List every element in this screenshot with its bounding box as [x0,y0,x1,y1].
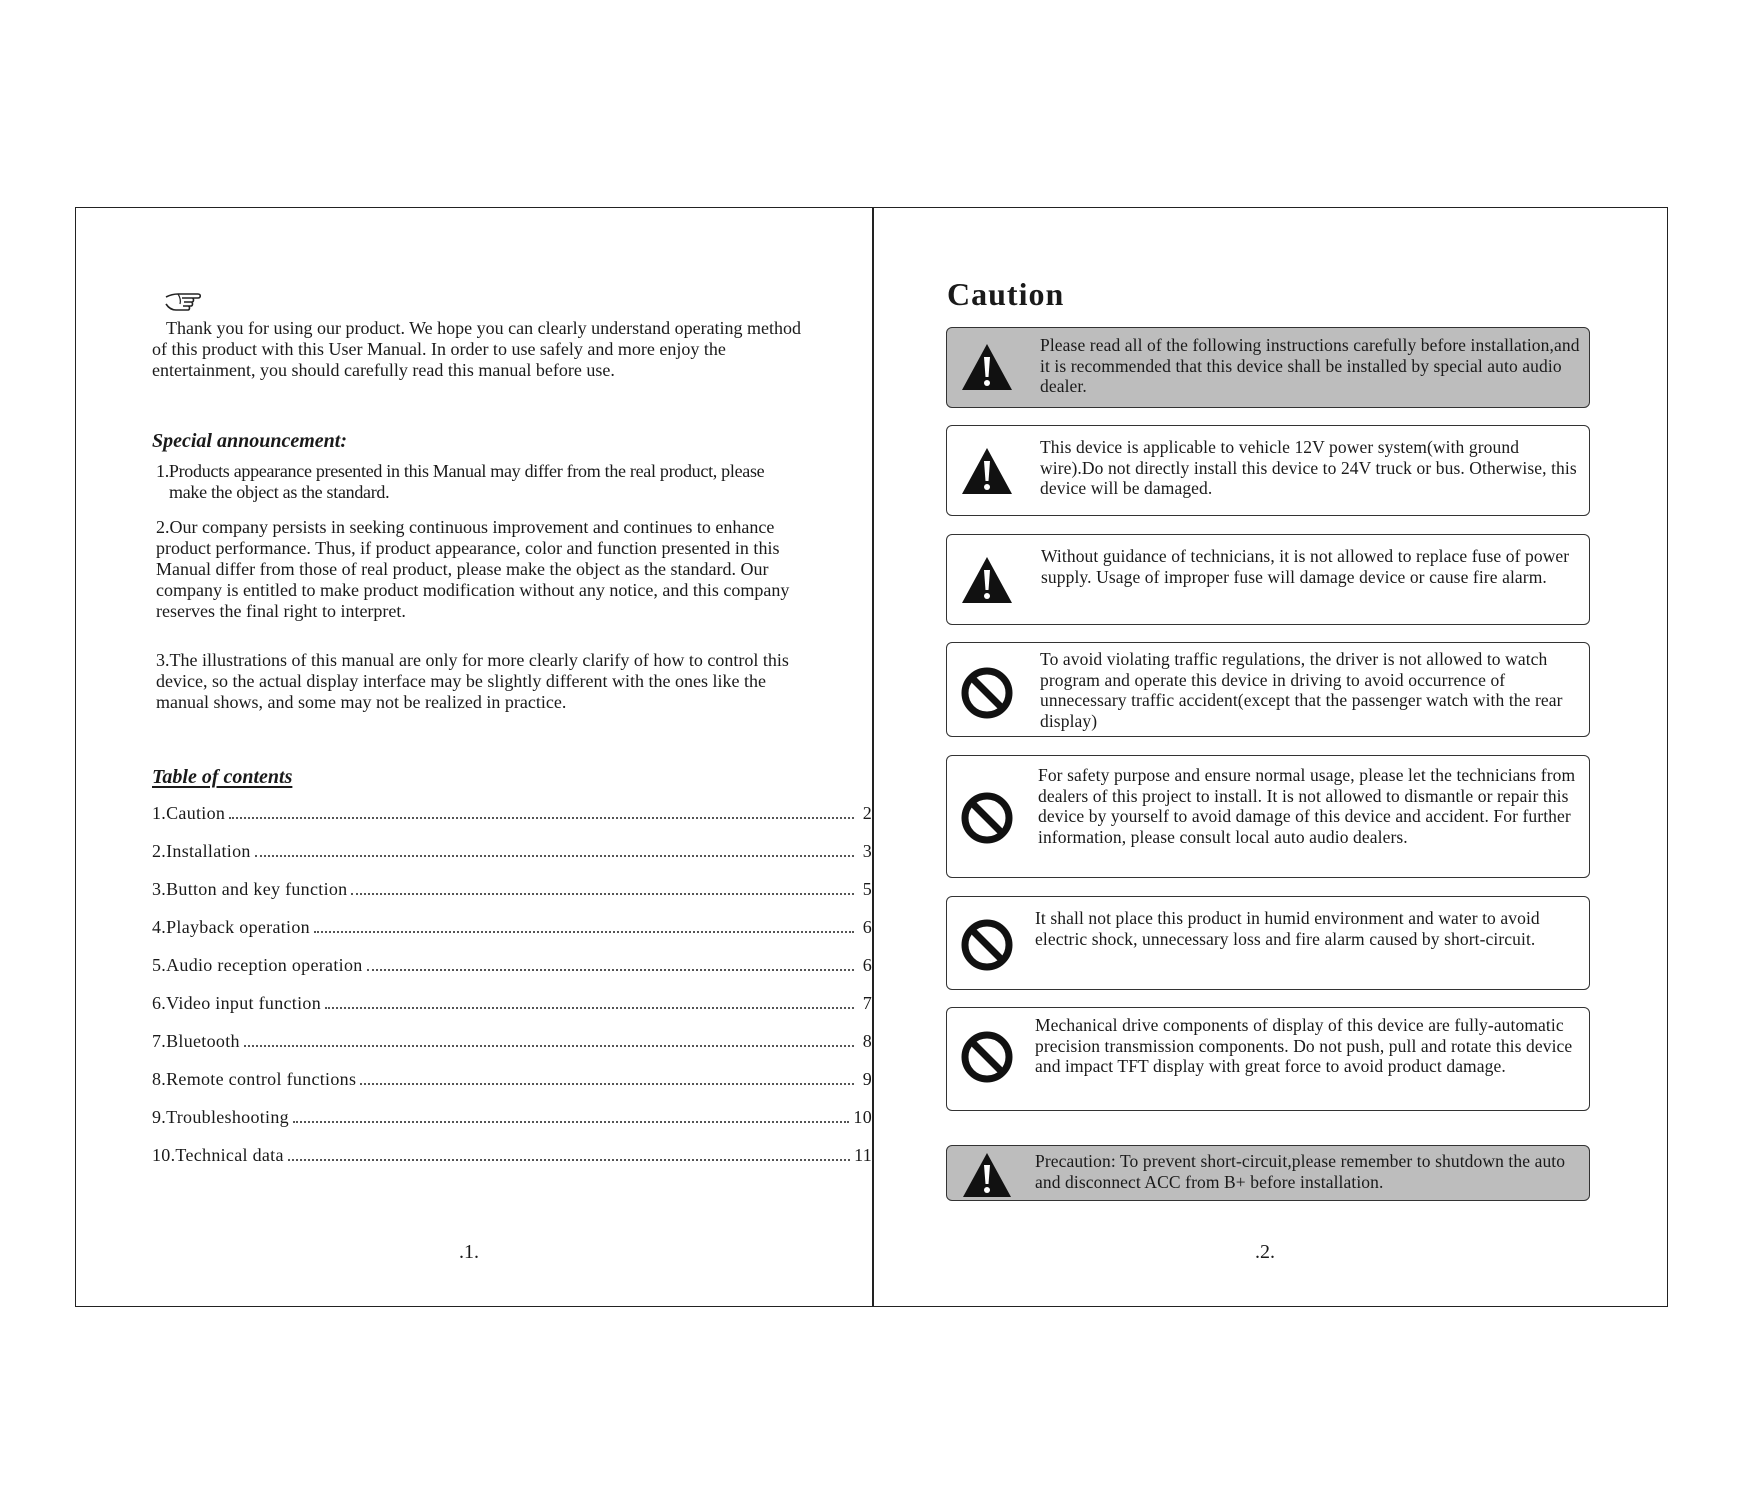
warning-triangle-icon [959,1147,1015,1203]
precaution-notice [946,1145,1590,1201]
toc-leader [244,1029,854,1047]
toc-label: 6.Video input function [152,993,321,1013]
toc-page: 6 [862,955,872,975]
toc-row[interactable] [152,1105,872,1129]
toc-row[interactable] [152,953,872,977]
toc-label: 5.Audio reception operation [152,955,363,975]
toc-leader [293,1105,849,1123]
notice-text: This device is applicable to vehicle 12V power system(with ground wire).Do not directly install this device to 24V truck or bus. Otherwise, this device will be damaged. [1040,437,1577,498]
prohibition-icon [959,917,1015,973]
toc-page: 8 [862,1031,872,1051]
prohibition-icon [959,790,1015,846]
toc-page: 2 [862,803,872,823]
pointing-hand-icon [164,288,204,312]
manual-spread [75,207,1668,1307]
toc-leader [325,991,854,1009]
toc-label: 1.Caution [152,803,226,823]
intro-paragraph: Thank you for using our product. We hope you can clearly understand operating method of this product with this User Manual. In order to use safely and more enjoy the entertainment, you should carefully read this manual before use. [152,318,802,380]
toc-heading: Table of contents [152,766,293,788]
announcement-2: 2.Our company persists in seeking continuous improvement and continues to enhance product performance. Thus, if product appearance, color and function presented in this Manual differ from those of real product, please make the object as the standard. Our company is entitled to make product modification without any notice, and this company reserves the final right to interpret. [156,517,790,621]
toc-row[interactable] [152,915,872,939]
special-announcement-heading: Special announcement: [152,430,348,452]
warning-triangle-icon [959,340,1015,396]
warning-triangle-icon [959,553,1015,609]
toc-leader [255,839,854,857]
toc-page: 11 [854,1145,872,1165]
caution-notice [946,642,1590,737]
notice-text: Without guidance of technicians, it is not allowed to replace fuse of power supply. Usage of improper fuse will damage device or cause fire alarm. [1041,546,1570,587]
notice-text: Precaution: To prevent short-circuit,please remember to shutdown the auto and disconnect ACC from B+ before installation. [1035,1151,1566,1192]
toc-leader [360,1067,854,1085]
notice-text: Mechanical drive components of display of this device are fully-automatic precision transmission components. Do not push, pull and rotate this device and impact TFT display with great force to avoid product damage. [1035,1015,1573,1076]
caution-notice [946,327,1590,408]
left-page [76,208,872,1306]
toc-row[interactable] [152,801,872,825]
toc-page: 5 [862,879,872,899]
toc-leader [351,877,854,895]
announcement-1-line2: make the object as the standard. [169,482,390,502]
toc-label: 9.Troubleshooting [152,1107,289,1127]
toc-row[interactable] [152,877,872,901]
notice-text: It shall not place this product in humid environment and water to avoid electric shock, unnecessary loss and fire alarm caused by short-circuit. [1035,908,1540,949]
prohibition-icon [959,1029,1015,1085]
toc-label: 8.Remote control functions [152,1069,357,1089]
toc-label: 2.Installation [152,841,251,861]
caution-notice [946,896,1590,990]
announcement-1-line1: 1.Products appearance presented in this Manual may differ from the real product, please [156,461,765,481]
right-page [873,208,1668,1306]
toc-row[interactable] [152,1067,872,1091]
toc-label: 7.Bluetooth [152,1031,240,1051]
announcement-3: 3.The illustrations of this manual are only for more clearly clarify of how to control this device, so the actual display interface may be slightly different with the ones like the manual shows, and some may not be realized in practice. [156,650,789,712]
toc-page: 3 [862,841,872,861]
toc-label: 4.Playback operation [152,917,310,937]
toc-leader [288,1143,850,1161]
warning-triangle-icon [959,444,1015,500]
page-number: .1. [459,1241,479,1263]
toc-label: 3.Button and key function [152,879,348,899]
caution-notice [946,755,1590,878]
toc-leader [229,801,854,819]
toc-leader [314,915,854,933]
caution-notice [946,534,1590,625]
notice-text: To avoid violating traffic regulations, the driver is not allowed to watch program and operate this device in driving to avoid occurrence of unnecessary traffic accident(except that the passenger watch with the rear display) [1040,649,1563,731]
prohibition-icon [959,665,1015,721]
notice-text: For safety purpose and ensure normal usage, please let the technicians from dealers of this project to install. It is not allowed to dismantle or repair this device by yourself to avoid damage of this device and accident. For further information, please consult local auto audio dealers. [1038,765,1576,847]
toc-label: 10.Technical data [152,1145,284,1165]
announcement-1 [156,461,816,503]
caution-title: Caution [947,276,1065,312]
toc-page: 10 [853,1107,872,1127]
toc-row[interactable] [152,991,872,1015]
caution-notice [946,1007,1590,1111]
toc-page: 7 [862,993,872,1013]
toc-row[interactable] [152,1029,872,1053]
caution-notice [946,425,1590,516]
page-number: .2. [1255,1241,1275,1263]
toc-leader [367,953,854,971]
toc-row[interactable] [152,1143,872,1167]
toc-page: 9 [862,1069,872,1089]
toc-row[interactable] [152,839,872,863]
notice-text: Please read all of the following instructions carefully before installation,and it is recommended that this device shall be installed by special auto audio dealer. [1040,335,1580,396]
toc-page: 6 [862,917,872,937]
